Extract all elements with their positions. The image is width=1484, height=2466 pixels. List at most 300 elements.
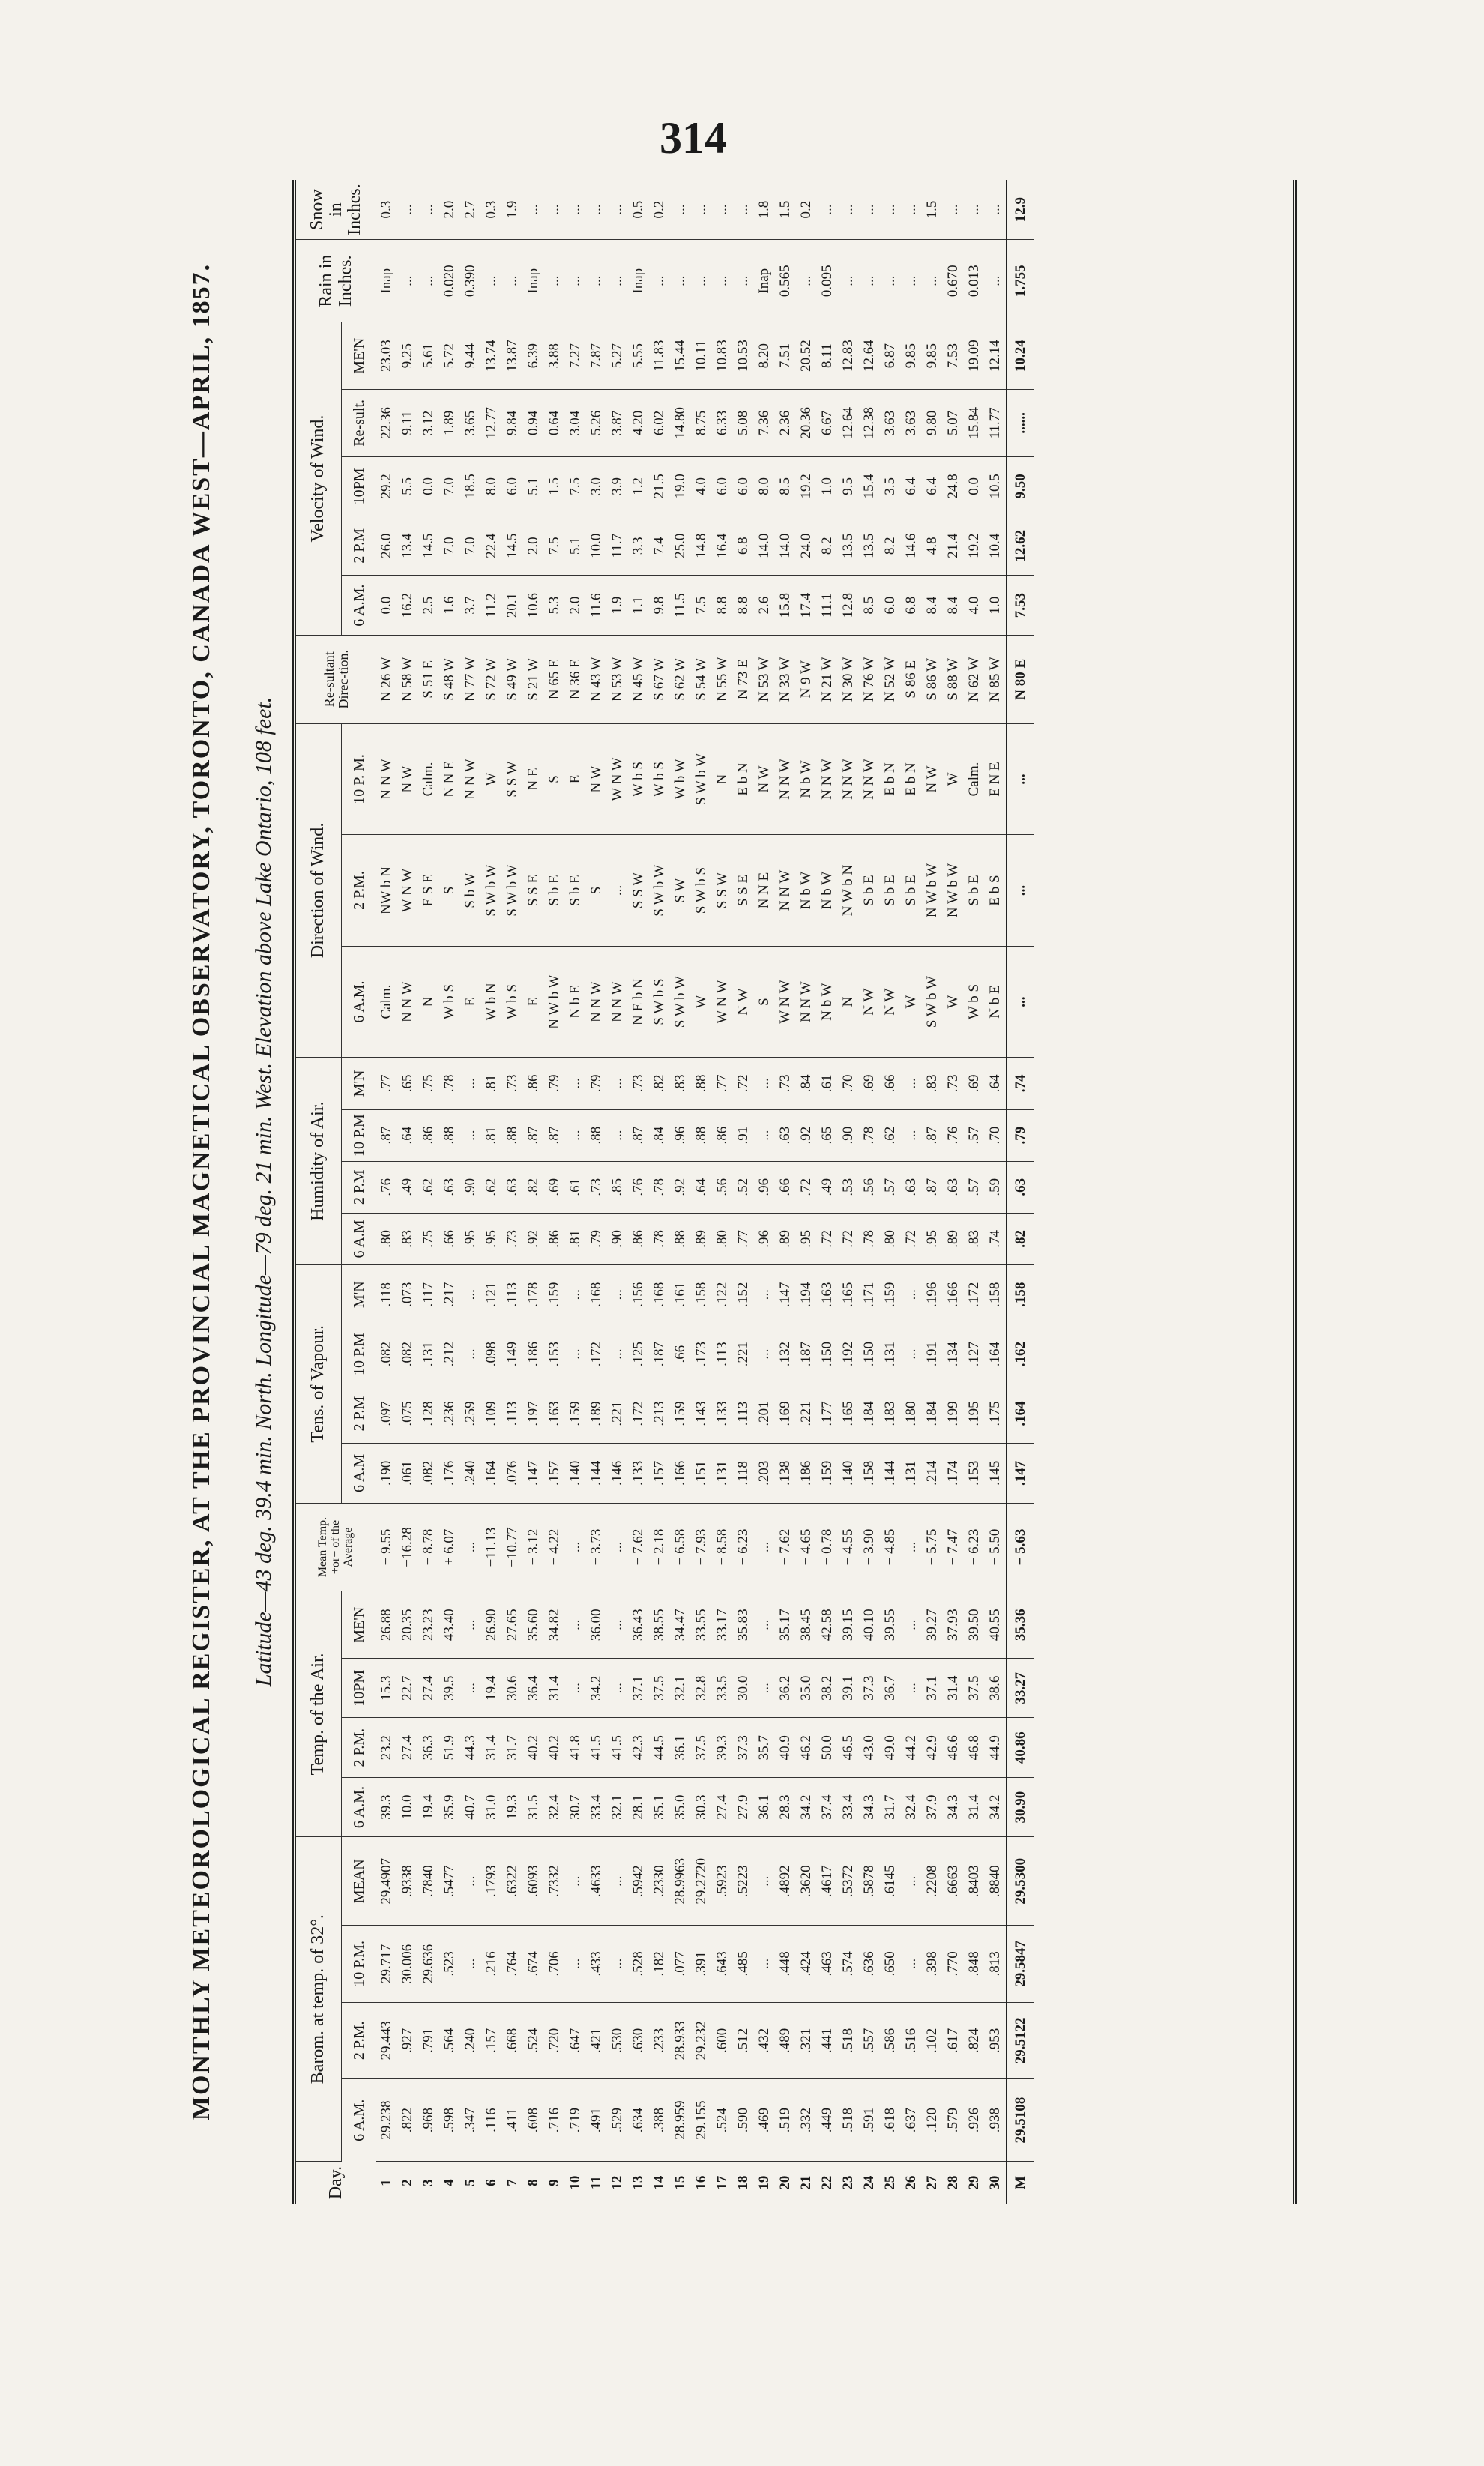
table-cell: .233 — [649, 2002, 670, 2078]
table-cell: 3.63 — [880, 390, 901, 457]
table-cell: ... — [523, 180, 544, 240]
table-cell: 2.0 — [523, 516, 544, 576]
table-cell: .89 — [691, 1213, 712, 1264]
table-cell: 38.45 — [796, 1591, 817, 1659]
table-cell: N W — [586, 723, 607, 835]
table-cell: S b E — [880, 835, 901, 947]
table-cell: .122 — [712, 1264, 733, 1324]
table-cell: .195 — [964, 1384, 985, 1443]
table-cell: .57 — [880, 1161, 901, 1213]
table-cell: ... — [565, 1264, 586, 1324]
table-cell: 46.2 — [796, 1718, 817, 1777]
table-cell: 6.8 — [901, 576, 922, 635]
table-cell: S 21 W — [523, 635, 544, 723]
table-cell: .65 — [817, 1109, 838, 1161]
table-cell: .586 — [880, 2002, 901, 2078]
table-cell: 19.09 — [964, 322, 985, 390]
table-cell: 7.0 — [439, 456, 460, 516]
col-velocity-mean: ME'N — [342, 322, 377, 390]
table-cell: 37.3 — [733, 1718, 754, 1777]
table-cell: .791 — [418, 2002, 439, 2078]
table-cell: ... — [460, 1503, 481, 1591]
day-cell: 22 — [819, 2175, 836, 2190]
table-cell: S W b W — [922, 946, 943, 1058]
table-cell: ... — [901, 1324, 922, 1384]
table-cell: .516 — [901, 2002, 922, 2078]
table-cell: .62 — [880, 1109, 901, 1161]
table-cell: .075 — [397, 1384, 418, 1443]
table-cell: 33.17 — [712, 1591, 733, 1659]
table-row — [796, 180, 817, 2204]
table-cell: − 0.78 — [817, 1503, 838, 1591]
table-row — [817, 180, 838, 2204]
table-cell: ... — [544, 240, 565, 322]
table-cell: ... — [649, 240, 670, 322]
table-cell: 10.6 — [523, 576, 544, 635]
table-cell: 9.11 — [397, 390, 418, 457]
table-cell: .529 — [607, 2079, 628, 2162]
mean-cell: 29.5122 — [1007, 2002, 1034, 2078]
table-cell: 27.65 — [502, 1591, 523, 1659]
table-cell: .78 — [859, 1213, 880, 1264]
table-cell: 0.095 — [817, 240, 838, 322]
register-rows — [376, 180, 1034, 2204]
day-cell: 17 — [714, 2175, 731, 2190]
table-cell: .158 — [985, 1264, 1007, 1324]
table-cell: .424 — [796, 1926, 817, 2002]
table-cell: S 67 W — [649, 635, 670, 723]
table-cell: S W b W — [649, 835, 670, 947]
table-cell: 6.87 — [880, 322, 901, 390]
table-cell: N N E — [439, 723, 460, 835]
table-cell: W N W — [775, 946, 796, 1058]
table-row — [418, 180, 439, 2204]
table-cell: 6.0 — [502, 456, 523, 516]
table-cell: E — [460, 946, 481, 1058]
mean-cell: − 5.63 — [1007, 1503, 1034, 1591]
mean-cell: 1.755 — [1007, 240, 1034, 322]
table-cell: 6.02 — [649, 390, 670, 457]
table-cell: .163 — [544, 1384, 565, 1443]
table-cell: .131 — [880, 1324, 901, 1384]
table-cell: .79 — [544, 1058, 565, 1109]
table-cell: .159 — [565, 1384, 586, 1443]
table-cell: 36.00 — [586, 1591, 607, 1659]
table-cell: 29.636 — [418, 1926, 439, 2002]
table-cell: 15.44 — [670, 322, 691, 390]
table-cell: 29.443 — [376, 2002, 397, 2078]
table-cell: .146 — [607, 1444, 628, 1503]
table-cell: 21.4 — [943, 516, 964, 576]
table-cell: S — [586, 835, 607, 947]
table-cell: .159 — [544, 1264, 565, 1324]
table-row — [880, 180, 901, 2204]
table-row — [502, 180, 523, 2204]
table-cell: 5.5 — [397, 456, 418, 516]
page-number: 314 — [660, 113, 727, 163]
table-cell: 37.1 — [922, 1659, 943, 1718]
table-cell: .236 — [439, 1384, 460, 1443]
table-cell: 0.390 — [460, 240, 481, 322]
table-cell: 7.27 — [565, 322, 586, 390]
table-cell: N b W — [817, 946, 838, 1058]
table-cell: .83 — [397, 1213, 418, 1264]
table-cell: .7332 — [544, 1837, 565, 1926]
table-cell: .201 — [754, 1384, 775, 1443]
day-cell: 19 — [756, 2175, 773, 2190]
table-cell: ... — [838, 180, 859, 240]
table-cell: 41.8 — [565, 1718, 586, 1777]
table-cell: ... — [607, 1503, 628, 1591]
table-cell: .88 — [691, 1058, 712, 1109]
table-cell: N N W — [586, 946, 607, 1058]
table-cell: 26.88 — [376, 1591, 397, 1659]
col-barom-10pm: 10 P.M. — [342, 1926, 377, 2002]
table-cell: .113 — [502, 1264, 523, 1324]
table-cell: .192 — [838, 1324, 859, 1384]
table-cell: − 6.58 — [670, 1503, 691, 1591]
table-cell: 7.87 — [586, 322, 607, 390]
table-cell: N W b N — [838, 835, 859, 947]
day-cell: 1 — [378, 2179, 395, 2186]
table-cell: Calm. — [376, 946, 397, 1058]
table-cell: N N W — [838, 723, 859, 835]
table-cell: 4.8 — [922, 516, 943, 576]
table-row — [859, 180, 880, 2204]
table-cell: 31.5 — [523, 1777, 544, 1836]
table-cell: E S E — [418, 835, 439, 947]
table-cell: .953 — [985, 2002, 1007, 2078]
table-cell: ... — [691, 240, 712, 322]
table-cell: 0.3 — [376, 180, 397, 240]
table-cell: .73 — [628, 1058, 649, 1109]
table-cell: .87 — [523, 1109, 544, 1161]
table-cell: .63 — [775, 1109, 796, 1161]
table-cell: 19.0 — [670, 456, 691, 516]
table-cell: .77 — [712, 1058, 733, 1109]
table-cell: .138 — [775, 1444, 796, 1503]
table-row — [670, 180, 691, 2204]
table-cell: N W b W — [943, 835, 964, 947]
table-cell: .86 — [523, 1058, 544, 1109]
table-cell: 4.20 — [628, 390, 649, 457]
table-cell: 8.8 — [733, 576, 754, 635]
table-cell: .716 — [544, 2079, 565, 2162]
table-cell: .131 — [418, 1324, 439, 1384]
table-cell: .187 — [649, 1324, 670, 1384]
table-cell: W b W — [670, 723, 691, 835]
table-cell: .634 — [628, 2079, 649, 2162]
table-cell: .650 — [880, 1926, 901, 2002]
header-direction: Direction of Wind. — [296, 723, 342, 1058]
table-cell: 35.0 — [796, 1659, 817, 1718]
table-cell: .574 — [838, 1926, 859, 2002]
table-cell: 35.0 — [670, 1777, 691, 1836]
table-cell: .113 — [712, 1324, 733, 1384]
table-cell: .528 — [628, 1926, 649, 2002]
table-cell: 10.5 — [985, 456, 1007, 516]
table-cell: N N W — [775, 723, 796, 835]
table-cell: 13.4 — [397, 516, 418, 576]
table-cell: .92 — [796, 1109, 817, 1161]
mean-cell: 12.62 — [1007, 516, 1034, 576]
mean-cell: ... — [1007, 835, 1034, 947]
table-cell: .5923 — [712, 1837, 733, 1926]
table-cell: .6663 — [943, 1837, 964, 1926]
table-cell: .83 — [922, 1058, 943, 1109]
table-cell: 2.5 — [418, 576, 439, 635]
table-cell: .143 — [691, 1384, 712, 1443]
table-cell: .433 — [586, 1926, 607, 2002]
table-cell: .4617 — [817, 1837, 838, 1926]
table-cell: .176 — [439, 1444, 460, 1503]
table-cell: S W — [670, 835, 691, 947]
table-cell: N N W — [460, 723, 481, 835]
table-cell: 9.84 — [502, 390, 523, 457]
table-cell: ... — [754, 1109, 775, 1161]
table-cell: .62 — [481, 1161, 502, 1213]
table-cell: − 7.62 — [775, 1503, 796, 1591]
day-cell: 16 — [693, 2175, 710, 2190]
col-direction-10pm: 10 P. M. — [342, 723, 377, 835]
table-row — [376, 180, 397, 2204]
table-cell: .523 — [439, 1926, 460, 2002]
table-cell: .183 — [880, 1384, 901, 1443]
table-cell: ... — [418, 180, 439, 240]
table-cell: 3.88 — [544, 322, 565, 390]
table-cell: N N W — [607, 946, 628, 1058]
table-cell: S — [754, 946, 775, 1058]
table-cell: ... — [460, 1109, 481, 1161]
table-cell: 39.15 — [838, 1591, 859, 1659]
table-cell: .72 — [796, 1161, 817, 1213]
table-cell: W b S — [628, 723, 649, 835]
day-cell: 29 — [966, 2175, 983, 2190]
table-cell: 0.2 — [796, 180, 817, 240]
table-cell: ... — [901, 240, 922, 322]
table-cell: .81 — [481, 1109, 502, 1161]
day-cell: 8 — [525, 2179, 542, 2186]
table-cell: .822 — [397, 2079, 418, 2162]
table-cell: ... — [859, 240, 880, 322]
table-cell: 35.17 — [775, 1591, 796, 1659]
table-cell: .9338 — [397, 1837, 418, 1926]
table-cell: 36.1 — [670, 1718, 691, 1777]
mean-cell: .162 — [1007, 1324, 1034, 1384]
table-cell: 15.4 — [859, 456, 880, 516]
table-cell: .133 — [712, 1384, 733, 1443]
table-cell: .69 — [544, 1161, 565, 1213]
table-cell: ... — [607, 1324, 628, 1384]
table-cell: .80 — [880, 1213, 901, 1264]
table-cell: 7.5 — [691, 576, 712, 635]
table-cell: S b E — [565, 835, 586, 947]
table-cell: S 86 W — [922, 635, 943, 723]
table-cell: .64 — [691, 1161, 712, 1213]
table-cell: 14.5 — [418, 516, 439, 576]
mean-cell: 30.90 — [1007, 1777, 1034, 1836]
table-cell: 36.2 — [775, 1659, 796, 1718]
table-cell: ... — [460, 1659, 481, 1718]
table-cell: S S E — [523, 835, 544, 947]
table-cell: 2.36 — [775, 390, 796, 457]
table-cell: .70 — [838, 1058, 859, 1109]
table-cell: 43.40 — [439, 1591, 460, 1659]
table-cell: ... — [985, 180, 1007, 240]
table-cell: .175 — [985, 1384, 1007, 1443]
table-cell: 14.5 — [502, 516, 523, 576]
table-cell: N — [712, 723, 733, 835]
header-snow: Snow in Inches. — [296, 180, 376, 240]
table-cell: .96 — [754, 1213, 775, 1264]
table-cell: 29.4907 — [376, 1837, 397, 1926]
table-cell: 28.1 — [628, 1777, 649, 1836]
table-cell: .62 — [418, 1161, 439, 1213]
table-row — [565, 180, 586, 2204]
table-cell: .88 — [586, 1109, 607, 1161]
mean-cell: .164 — [1007, 1384, 1034, 1443]
table-cell: .120 — [922, 2079, 943, 2162]
table-cell: 15.8 — [775, 576, 796, 635]
table-cell: 5.1 — [523, 456, 544, 516]
mean-cell: .63 — [1007, 1161, 1034, 1213]
mean-cell: N 80 E — [1007, 635, 1034, 723]
table-cell: .75 — [418, 1213, 439, 1264]
day-cell: 20 — [777, 2175, 794, 2190]
table-cell: 9.85 — [901, 322, 922, 390]
table-cell: ... — [607, 180, 628, 240]
table-cell: .240 — [460, 2002, 481, 2078]
table-cell: ... — [691, 180, 712, 240]
col-velocity-2pm: 2 P.M — [342, 516, 377, 576]
col-direction-2pm: 2 P.M. — [342, 835, 377, 947]
table-cell: S — [439, 835, 460, 947]
table-cell: ... — [565, 1837, 586, 1926]
mean-cell: ... — [1007, 723, 1034, 835]
table-cell: 24.8 — [943, 456, 964, 516]
table-cell: .117 — [418, 1264, 439, 1324]
table-cell: .86 — [418, 1109, 439, 1161]
table-cell: .463 — [817, 1926, 838, 2002]
mean-row — [1007, 180, 1034, 2204]
col-temp-mean: ME'N — [342, 1591, 377, 1659]
table-cell: S S W — [712, 835, 733, 947]
table-cell: .116 — [481, 2079, 502, 2162]
table-cell: 23.03 — [376, 322, 397, 390]
table-cell: .87 — [922, 1109, 943, 1161]
table-cell: .5223 — [733, 1837, 754, 1926]
header-vapour: Tens. of Vapour. — [296, 1264, 342, 1503]
table-cell: 31.4 — [943, 1659, 964, 1718]
table-cell: 33.4 — [586, 1777, 607, 1836]
table-cell: .6322 — [502, 1837, 523, 1926]
table-cell: .88 — [439, 1109, 460, 1161]
table-cell: 10.0 — [397, 1777, 418, 1836]
table-cell: .177 — [817, 1384, 838, 1443]
table-cell: 26.0 — [376, 516, 397, 576]
table-cell: 32.1 — [670, 1659, 691, 1718]
table-cell: 9.8 — [649, 576, 670, 635]
table-cell: − 4.65 — [796, 1503, 817, 1591]
table-cell: 39.5 — [439, 1659, 460, 1718]
table-cell: N N E — [754, 835, 775, 947]
table-cell: N — [418, 946, 439, 1058]
table-cell: .63 — [439, 1161, 460, 1213]
table-cell: 34.3 — [943, 1777, 964, 1836]
table-row — [943, 180, 964, 2204]
table-cell: 33.55 — [691, 1591, 712, 1659]
day-cell: 23 — [840, 2175, 857, 2190]
table-cell: ... — [880, 180, 901, 240]
table-cell: 0.0 — [376, 576, 397, 635]
table-cell: .76 — [376, 1161, 397, 1213]
table-cell: 30.3 — [691, 1777, 712, 1836]
table-cell: − 6.23 — [733, 1503, 754, 1591]
table-cell: S W b W — [502, 835, 523, 947]
table-cell: − 8.58 — [712, 1503, 733, 1591]
table-cell: .214 — [922, 1444, 943, 1503]
col-temp-10pm: 10PM — [342, 1659, 377, 1718]
table-cell: W — [943, 946, 964, 1058]
table-cell: 10.83 — [712, 322, 733, 390]
table-cell: .5372 — [838, 1837, 859, 1926]
table-cell: S 88 W — [943, 635, 964, 723]
table-cell: .150 — [817, 1324, 838, 1384]
table-cell: 22.36 — [376, 390, 397, 457]
table-cell: .7840 — [418, 1837, 439, 1926]
table-cell: 1.1 — [628, 576, 649, 635]
table-cell: .118 — [733, 1444, 754, 1503]
table-cell: 36.1 — [754, 1777, 775, 1836]
table-cell: N N W — [376, 723, 397, 835]
table-cell: N 30 W — [838, 635, 859, 723]
table-cell: E b N — [733, 723, 754, 835]
mean-label: M — [1007, 2162, 1034, 2204]
mean-cell: .147 — [1007, 1444, 1034, 1503]
table-cell: S 54 W — [691, 635, 712, 723]
header-mean-temp: Mean Temp. +or− of the Average — [296, 1503, 376, 1591]
table-cell: 30.0 — [733, 1659, 754, 1718]
table-cell: ... — [901, 1659, 922, 1718]
table-cell: S W b W — [670, 946, 691, 1058]
table-cell: 2.0 — [565, 576, 586, 635]
table-cell: 8.5 — [775, 456, 796, 516]
table-cell: .96 — [670, 1109, 691, 1161]
table-cell: .968 — [418, 2079, 439, 2162]
table-cell: .213 — [649, 1384, 670, 1443]
table-cell: 12.38 — [859, 390, 880, 457]
table-cell: W b N — [481, 946, 502, 1058]
table-cell: N W — [754, 723, 775, 835]
table-cell: 7.53 — [943, 322, 964, 390]
table-cell: 20.52 — [796, 322, 817, 390]
table-cell: .186 — [523, 1324, 544, 1384]
table-cell: ... — [460, 1837, 481, 1926]
table-row — [733, 180, 754, 2204]
table-cell: 31.4 — [481, 1718, 502, 1777]
table-cell: 46.5 — [838, 1718, 859, 1777]
table-cell: 49.0 — [880, 1718, 901, 1777]
table-cell: 8.20 — [754, 322, 775, 390]
table-cell: .196 — [922, 1264, 943, 1324]
table-cell: .133 — [628, 1444, 649, 1503]
col-barom-6am: 6 A.M. — [342, 2079, 377, 2162]
table-row — [712, 180, 733, 2204]
table-cell: 34.2 — [985, 1777, 1007, 1836]
table-cell: .174 — [943, 1444, 964, 1503]
table-cell: .90 — [838, 1109, 859, 1161]
table-row — [607, 180, 628, 2204]
